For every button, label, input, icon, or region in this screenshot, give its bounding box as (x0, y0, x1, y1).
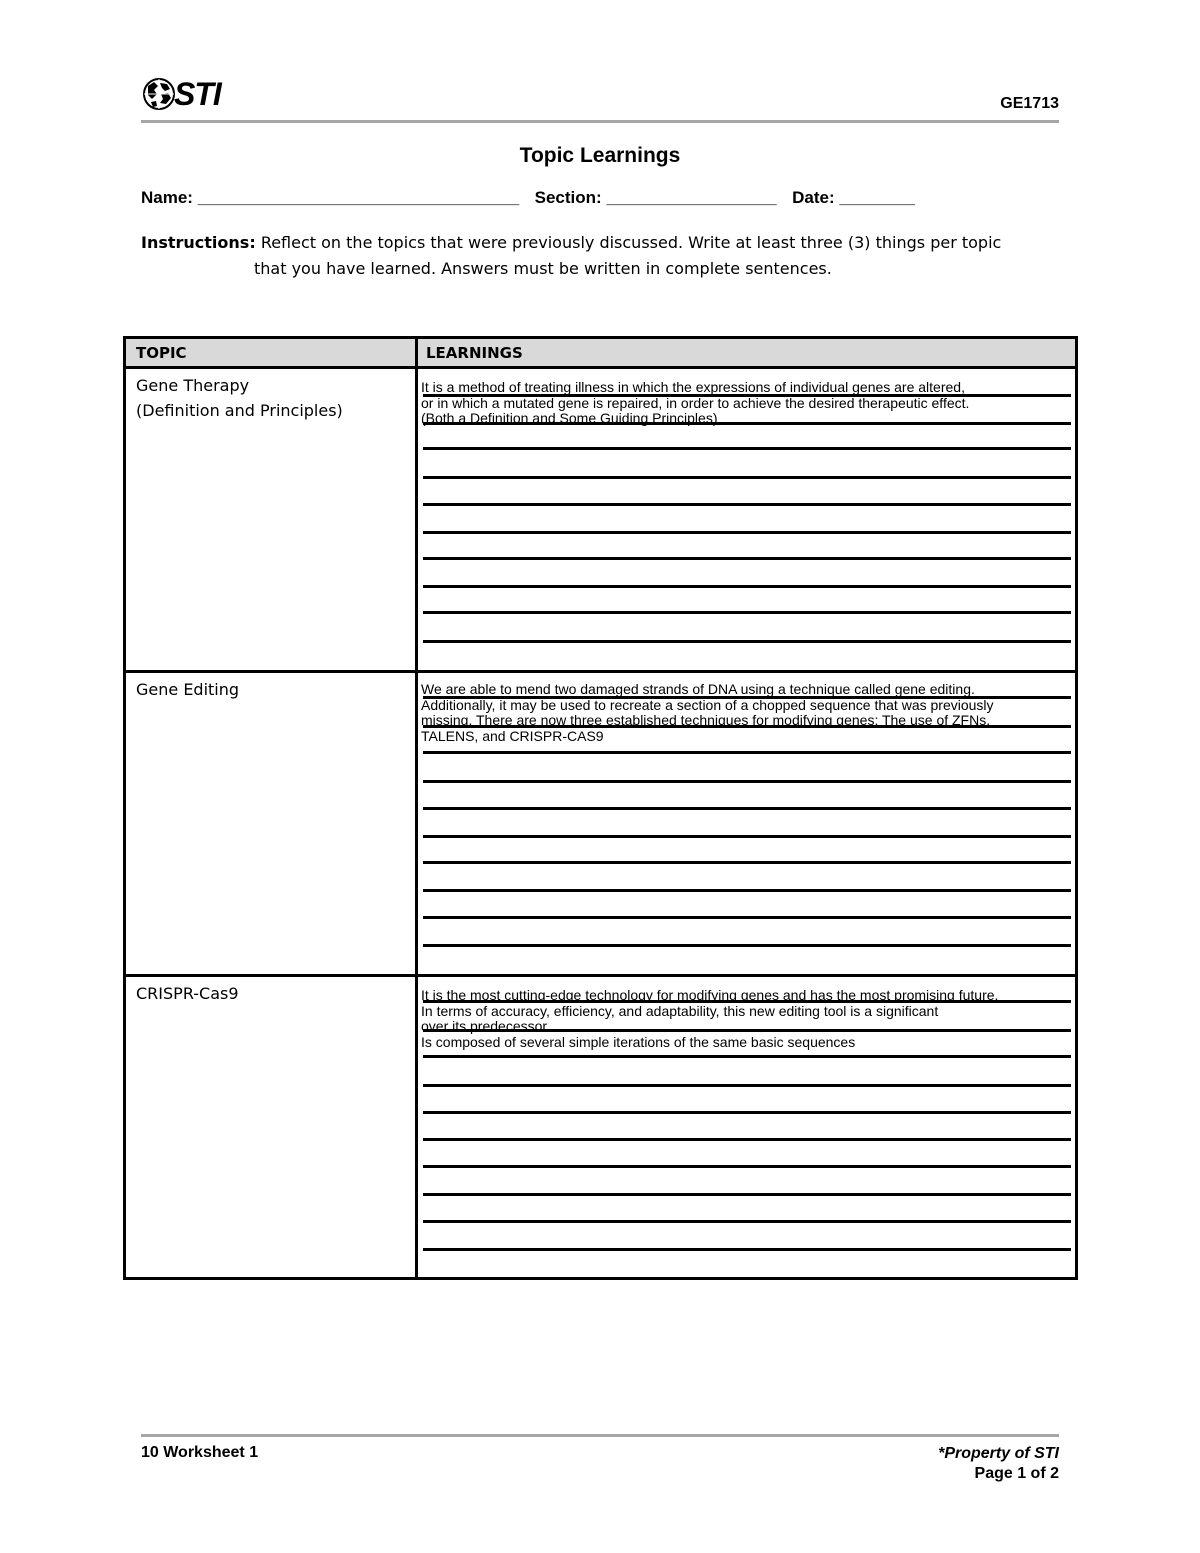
writing-line (423, 585, 1071, 588)
name-label: Name: (141, 188, 193, 207)
writing-line (423, 944, 1071, 947)
writing-line (423, 1165, 1071, 1168)
topic-title: Gene Editing (136, 680, 240, 699)
answer-line: In terms of accuracy, efficiency, and adaptability, this new editing tool is a significant (421, 1002, 939, 1019)
course-code: GE1713 (1000, 95, 1059, 112)
page-title: Topic Learnings (519, 144, 681, 167)
section-blank[interactable]: __________________ (606, 188, 777, 207)
writing-line (423, 1138, 1071, 1141)
topic-subtitle: (Definition and Principles) (136, 401, 343, 420)
writing-line (423, 889, 1071, 892)
footer-property: *Property of STI (938, 1445, 1059, 1462)
writing-line (423, 640, 1071, 643)
instructions (141, 230, 1071, 282)
answer-line: (Both a Definition and Some Guiding Principles) (421, 410, 718, 426)
topic-title: Gene Therapy (136, 376, 250, 395)
answer-line: It is a method of treating illness in which the expressions of individual genes are altered, (421, 379, 965, 395)
writing-line (423, 916, 1071, 919)
date-label: Date: (792, 188, 835, 207)
topic-gene-editing (136, 677, 239, 702)
instructions-line2: that you have learned. Answers must be written in complete sentences. (254, 259, 832, 278)
header-rule (141, 120, 1059, 123)
table-header (126, 339, 1075, 369)
section-label: Section: (534, 188, 602, 207)
row-divider (126, 974, 1075, 977)
writing-line (423, 557, 1071, 560)
writing-line (423, 807, 1071, 810)
footer-page-number: Page 1 of 2 (974, 1465, 1059, 1482)
writing-line (423, 1055, 1071, 1058)
writing-line (423, 1220, 1071, 1223)
footer-right (938, 1444, 1059, 1484)
name-blank[interactable]: __________________________________ (197, 188, 520, 207)
topic-gene-therapy (136, 373, 343, 423)
writing-line (423, 503, 1071, 506)
col-learnings-header: LEARNINGS (426, 344, 523, 362)
writing-line (423, 1248, 1071, 1251)
writing-line (423, 835, 1071, 838)
logo-text: STI (174, 76, 221, 112)
answer-line: It is the most cutting-edge technology for modifying genes and has the most promising future. (421, 987, 999, 1003)
topic-title: CRISPR-Cas9 (136, 984, 239, 1003)
footer-worksheet-label: 10 Worksheet 1 (141, 1444, 259, 1461)
writing-line (423, 476, 1071, 479)
answer-line: Is composed of several simple iterations of the same basic sequences (421, 1033, 856, 1050)
student-fields (141, 188, 915, 208)
globe-logo-icon (142, 77, 176, 111)
writing-line (423, 861, 1071, 864)
answer-line: We are able to mend two damaged strands of DNA using a technique called gene editing. (421, 681, 975, 697)
answer-line: or in which a mutated gene is repaired, in order to achieve the desired therapeutic effect. (421, 394, 970, 411)
answer-line: Additionally, it may be used to recreate a section of a chopped sequence that was previously (421, 696, 994, 713)
answer-gene-therapy[interactable] (421, 380, 1071, 427)
writing-line (423, 531, 1071, 534)
topic-crispr-cas9 (136, 981, 239, 1006)
writing-line (423, 1193, 1071, 1196)
sti-logo (142, 76, 221, 112)
footer-rule (141, 1434, 1059, 1437)
writing-line (423, 611, 1071, 614)
answer-line: TALENS, and CRISPR-CAS9 (421, 727, 604, 744)
col-topic-header: TOPIC (136, 344, 187, 362)
writing-line (423, 1111, 1071, 1114)
writing-line (423, 447, 1071, 450)
writing-line (423, 1084, 1071, 1087)
answer-line: missing. There are now three established techniques for modifying genes: The use of ZFNs, (421, 712, 991, 728)
row-divider (126, 670, 1075, 673)
column-divider (415, 339, 418, 1277)
date-blank[interactable]: ________ (839, 188, 915, 207)
instructions-label: Instructions: (141, 233, 256, 252)
learnings-table (123, 336, 1078, 1280)
writing-line (423, 751, 1071, 754)
answer-line: over its predecessor (421, 1018, 548, 1034)
writing-line (423, 780, 1071, 783)
answer-gene-editing[interactable] (421, 682, 1071, 744)
answer-crispr-cas9[interactable] (421, 988, 1071, 1050)
instructions-line1: Reflect on the topics that were previously discussed. Write at least three (3) things per topic (260, 233, 1002, 252)
